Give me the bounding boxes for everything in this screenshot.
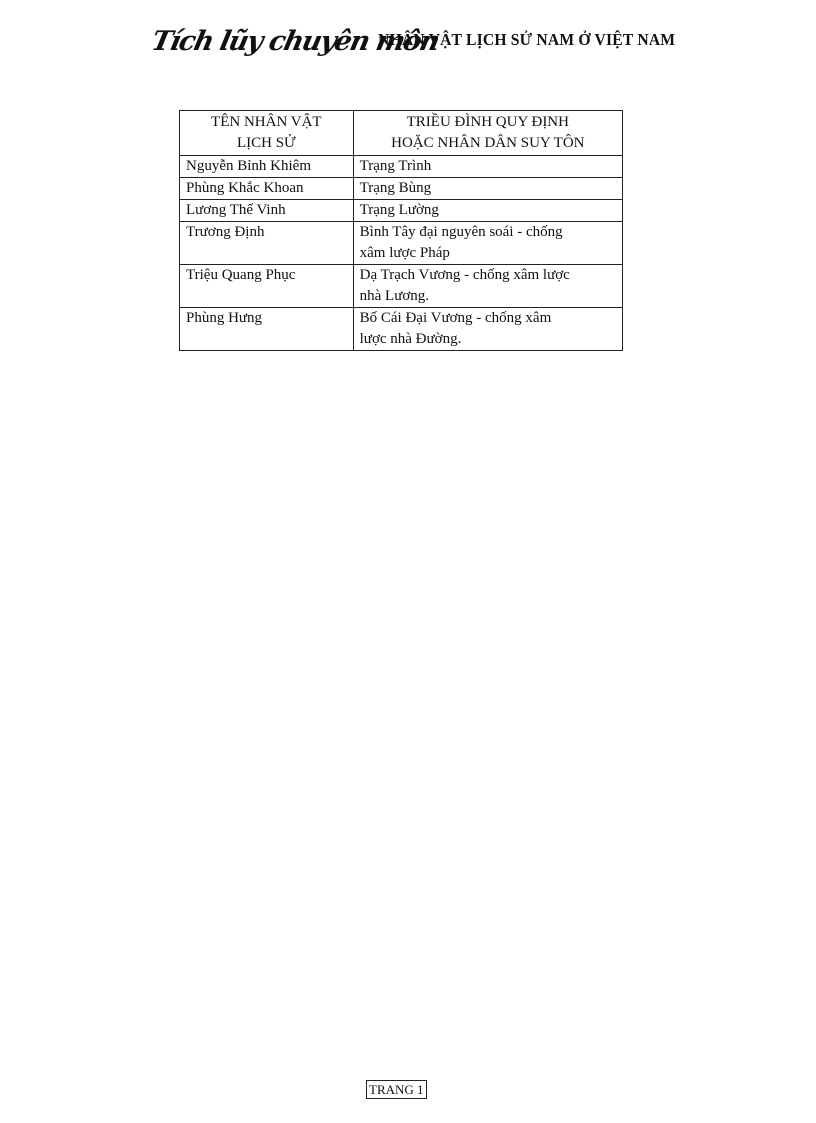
page-number: TRANG 1: [366, 1080, 427, 1099]
table-row: [180, 265, 623, 308]
figure-title-cell: [353, 265, 622, 308]
header-title: NHÂN VẬT LỊCH SỬ NAM Ở VIỆT NAM: [378, 30, 676, 49]
figure-title-cell: [353, 156, 622, 178]
table-header-row: [180, 111, 623, 156]
figure-title-title-line1: Bình Tây đại nguyên soái - chống: [359, 224, 563, 240]
figure-title-title-line2: lược nhà Đường.: [359, 331, 462, 347]
table-row: [180, 178, 623, 200]
column-header-title-line1: TRIỀU ĐÌNH QUY ĐỊNH: [406, 114, 569, 130]
figure-title-title-line2: nhà Lương.: [359, 288, 430, 304]
figure-name-cell: [180, 178, 354, 200]
historical-figures-table: [179, 110, 623, 351]
figure-title-cell: [353, 222, 622, 265]
figure-title-cell: [353, 308, 622, 351]
table-body: [180, 156, 623, 351]
figure-name-cell: [180, 200, 354, 222]
figure-name: Phùng Khắc Khoan: [186, 180, 304, 196]
header-brand: Tích lũy chuyên môn: [148, 26, 442, 57]
figure-name: Triệu Quang Phục: [186, 267, 296, 283]
column-header-name-line2: LỊCH SỬ: [236, 135, 296, 151]
figure-name: Lương Thế Vinh: [186, 202, 286, 218]
table-row: [180, 156, 623, 178]
table-row: [180, 308, 623, 351]
figure-title-title-line2: xâm lược Pháp: [359, 245, 450, 261]
figure-title-title-line1: Trạng Lường: [359, 202, 439, 218]
column-header-name-line1: TÊN NHÂN VẬT: [211, 114, 322, 130]
figure-name-cell: [180, 265, 354, 308]
page-header: [148, 26, 676, 76]
figure-title-cell: [353, 200, 622, 222]
figure-title-title-line1: Bố Cái Đại Vương - chống xâm: [359, 310, 552, 326]
figure-name: Trương Định: [186, 224, 265, 240]
figure-title-title-line1: Dạ Trạch Vương - chống xâm lược: [359, 267, 570, 283]
figure-title-title-line1: Trạng Bùng: [359, 180, 432, 196]
column-header-name: [180, 111, 354, 156]
figure-title-title-line1: Trạng Trình: [359, 158, 432, 174]
figure-name-cell: [180, 222, 354, 265]
column-header-title: [353, 111, 622, 156]
table-row: [180, 222, 623, 265]
figure-name: Phùng Hưng: [186, 310, 263, 326]
figure-title-cell: [353, 178, 622, 200]
figure-name-cell: [180, 308, 354, 351]
figure-name: Nguyễn Bỉnh Khiêm: [186, 158, 311, 174]
table-row: [180, 200, 623, 222]
column-header-title-line2: HOẶC NHÂN DÂN SUY TÔN: [391, 135, 585, 151]
figure-name-cell: [180, 156, 354, 178]
